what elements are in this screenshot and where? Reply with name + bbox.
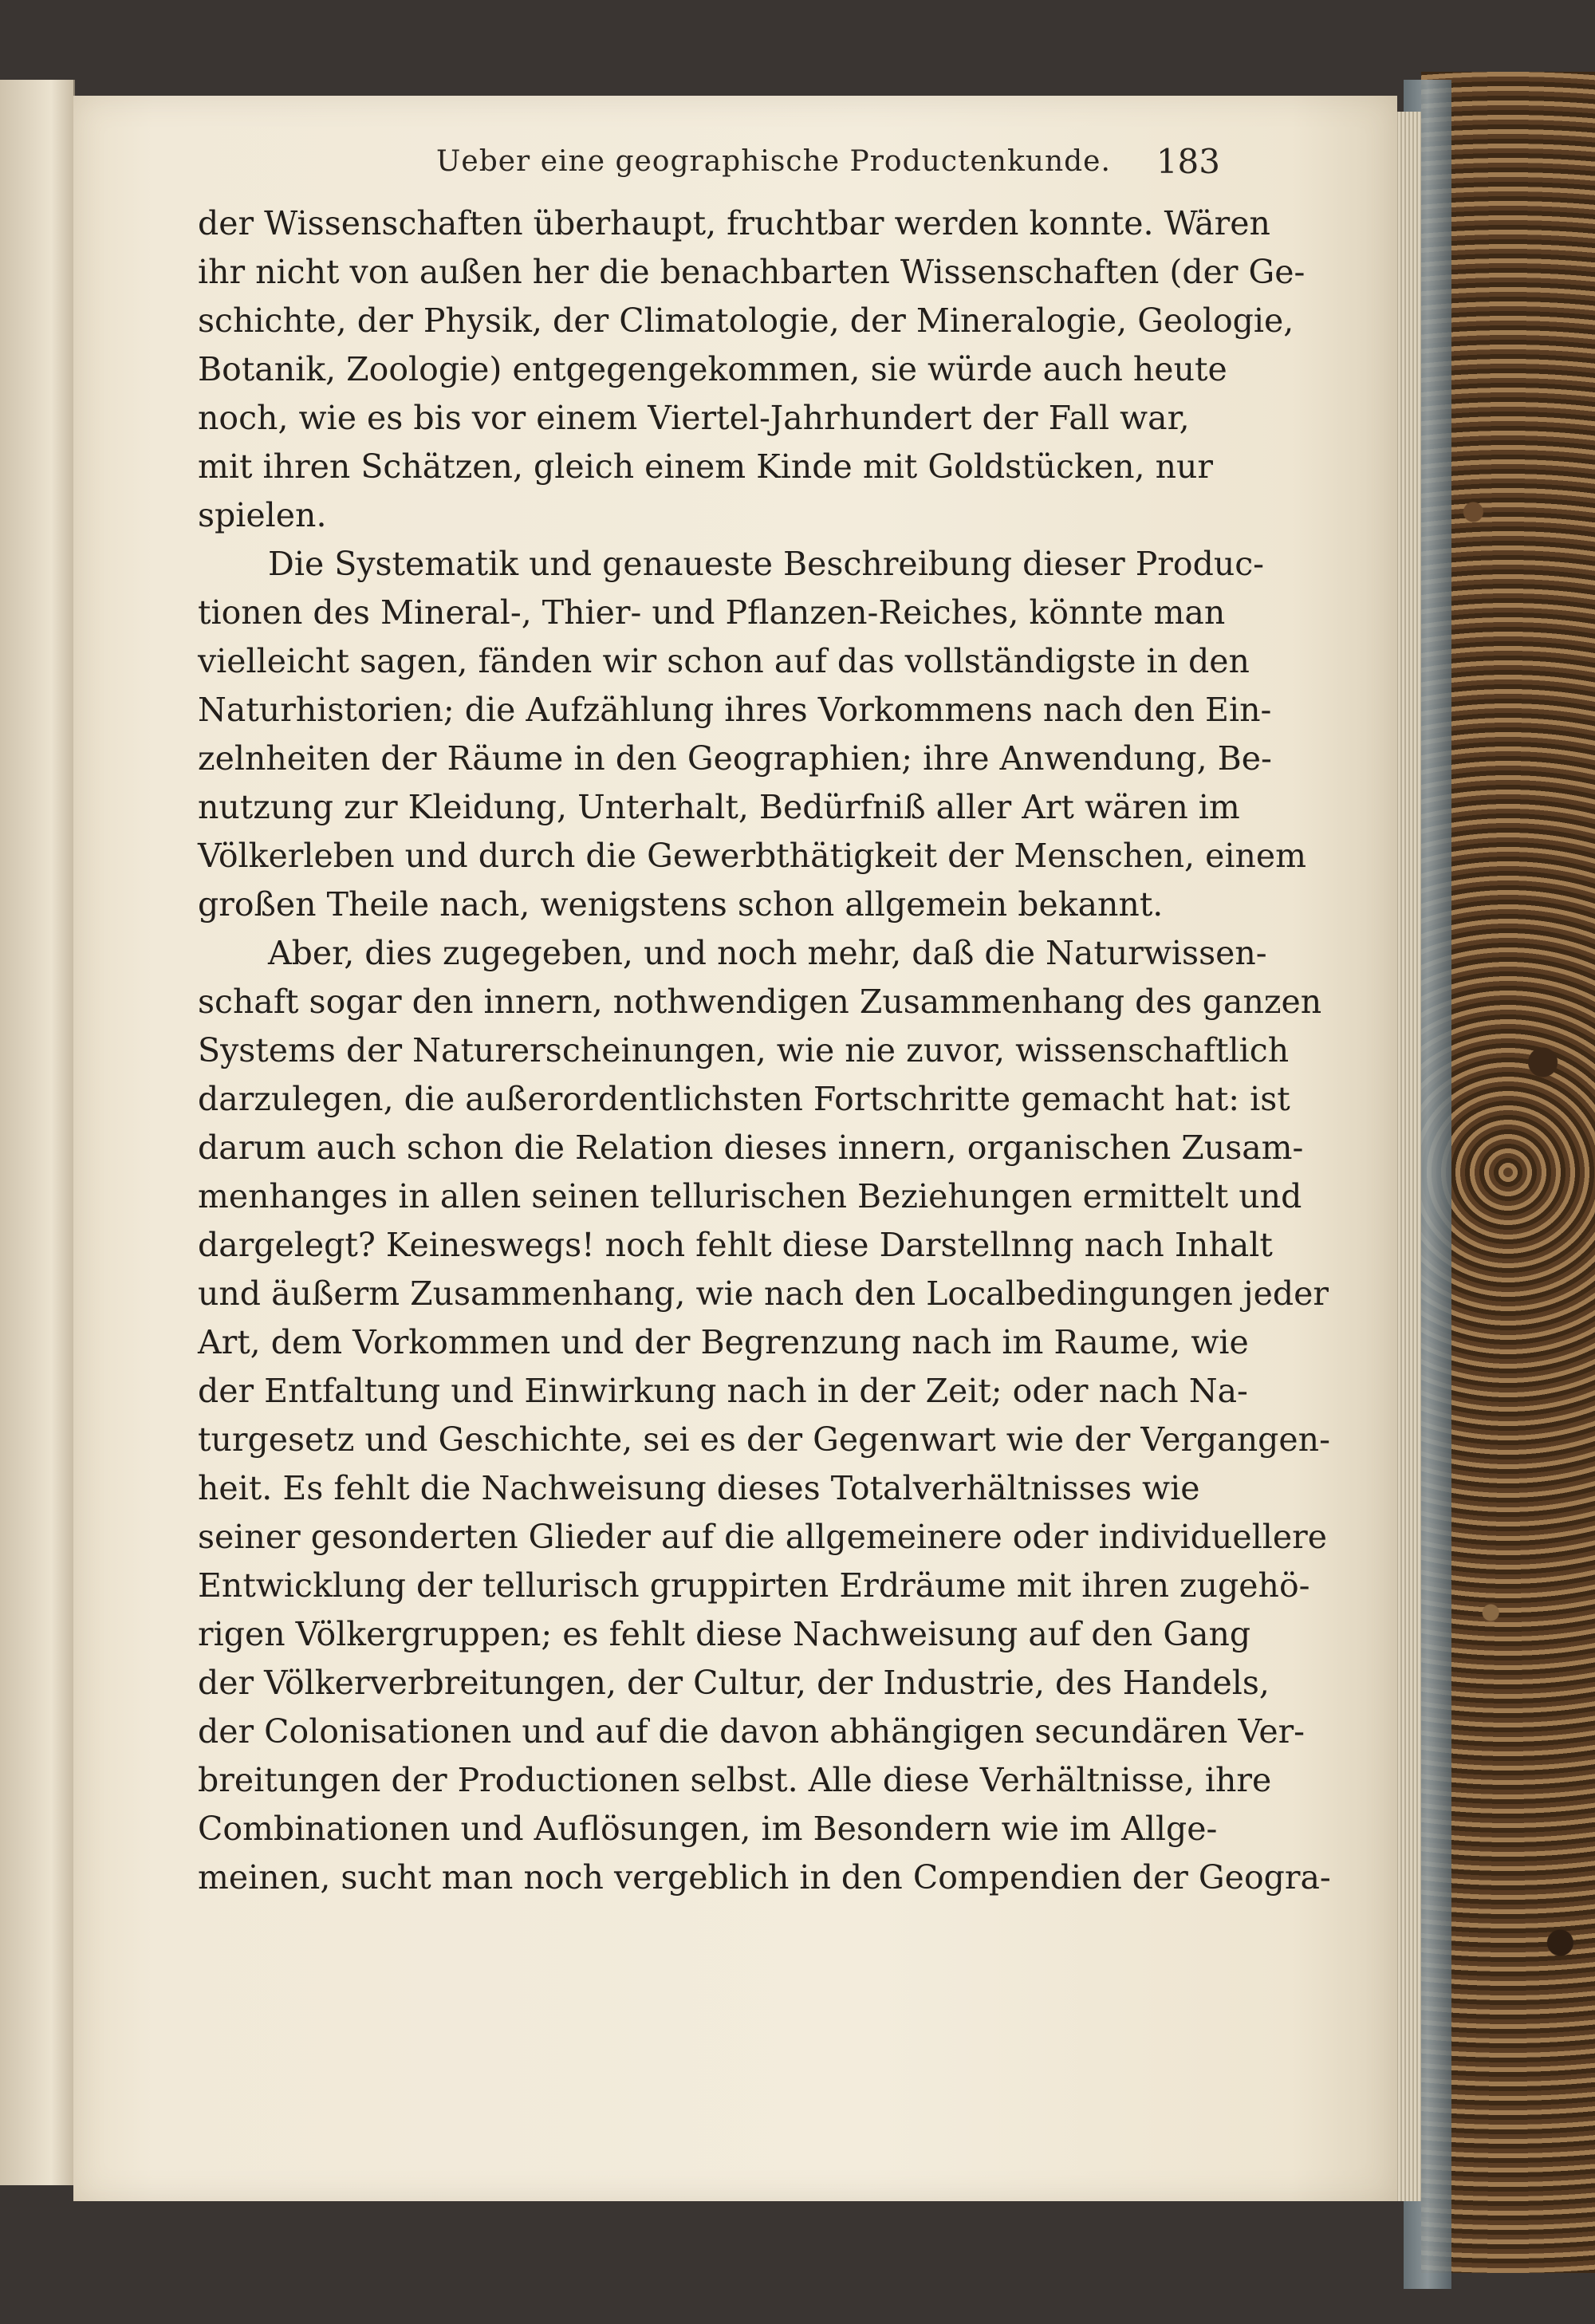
text-line: tionen des Mineral-, Thier- und Pflanzen-Reiches, könnte man [198,593,1226,632]
text-line: noch, wie es bis vor einem Viertel-Jahrhundert der Fall war, [198,399,1190,437]
text-line: turgesetz und Geschichte, sei es der Gegenwart wie der Vergangen- [198,1420,1330,1459]
text-line: schaft sogar den innern, nothwendigen Zusammenhang des ganzen [198,983,1322,1021]
text-line: mit ihren Schätzen, gleich einem Kinde mit Goldstücken, nur [198,447,1213,486]
text-line: darum auch schon die Relation dieses innern, organischen Zusam- [198,1129,1304,1167]
text-line: dargelegt? Keineswegs! noch fehlt diese Darstellnng nach Inhalt [198,1226,1273,1264]
text-line: Systems der Naturerscheinungen, wie nie zuvor, wissenschaftlich [198,1031,1290,1069]
text-line: zelnheiten der Räume in den Geographien; ihre Anwendung, Be- [198,739,1272,778]
text-line: ihr nicht von außen her die benachbarten Wissenschaften (der Ge- [198,253,1306,291]
text-line: Aber, dies zugegeben, und noch mehr, daß die Naturwissen- [268,934,1267,972]
text-line: breitungen der Productionen selbst. Alle diese Verhältnisse, ihre [198,1761,1272,1799]
page-number: 183 [1156,142,1220,181]
text-line: Art, dem Vorkommen und der Begrenzung nach im Raume, wie [198,1323,1249,1361]
text-line: der Völkerverbreitungen, der Cultur, der Industrie, des Handels, [198,1664,1270,1702]
text-line: Combinationen und Auflösungen, im Besondern wie im Allge- [198,1810,1218,1848]
text-line: großen Theile nach, wenigstens schon allgemein bekannt. [198,885,1164,924]
body-text [198,199,1331,1902]
text-line: rigen Völkergruppen; es fehlt diese Nachweisung auf den Gang [198,1615,1251,1653]
text-line: Völkerleben und durch die Gewerbthätigkeit der Menschen, einem [198,837,1307,875]
text-line: Die Systematik und genaueste Beschreibung dieser Produc- [268,545,1265,583]
text-line: Entwicklung der tellurisch gruppirten Erdräume mit ihren zugehö- [198,1566,1310,1605]
text-line: der Colonisationen und auf die davon abhängigen secundären Ver- [198,1712,1306,1751]
text-line: der Wissenschaften überhaupt, fruchtbar werden konnte. Wären [198,204,1270,242]
text-line: heit. Es fehlt die Nachweisung dieses Totalverhältnisses wie [198,1469,1200,1507]
text-line: Botanik, Zoologie) entgegengekommen, sie würde auch heute [198,350,1227,388]
text-line: vielleicht sagen, fänden wir schon auf das vollständigste in den [198,642,1250,680]
facing-page-edge [0,80,75,2185]
text-line: nutzung zur Kleidung, Unterhalt, Bedürfniß aller Art wären im [198,788,1240,826]
running-head: Ueber eine geographische Productenkunde. [436,145,1111,178]
text-line: Naturhistorien; die Aufzählung ihres Vorkommens nach den Ein- [198,691,1272,729]
text-line: meinen, sucht man noch vergeblich in den Compendien der Geogra- [198,1858,1331,1897]
text-line: und äußerm Zusammenhang, wie nach den Localbedingungen jeder [198,1274,1329,1313]
text-line: menhanges in allen seinen tellurischen Beziehungen ermittelt und [198,1177,1302,1215]
text-line: spielen. [198,496,327,534]
text-line: schichte, der Physik, der Climatologie, der Mineralogie, Geologie, [198,301,1294,340]
text-line: seiner gesonderten Glieder auf die allgemeinere oder individuellere [198,1518,1327,1556]
text-line: darzulegen, die außerordentlichsten Fortschritte gemacht hat: ist [198,1080,1290,1118]
text-line: der Entfaltung und Einwirkung nach in der Zeit; oder nach Na- [198,1372,1248,1410]
